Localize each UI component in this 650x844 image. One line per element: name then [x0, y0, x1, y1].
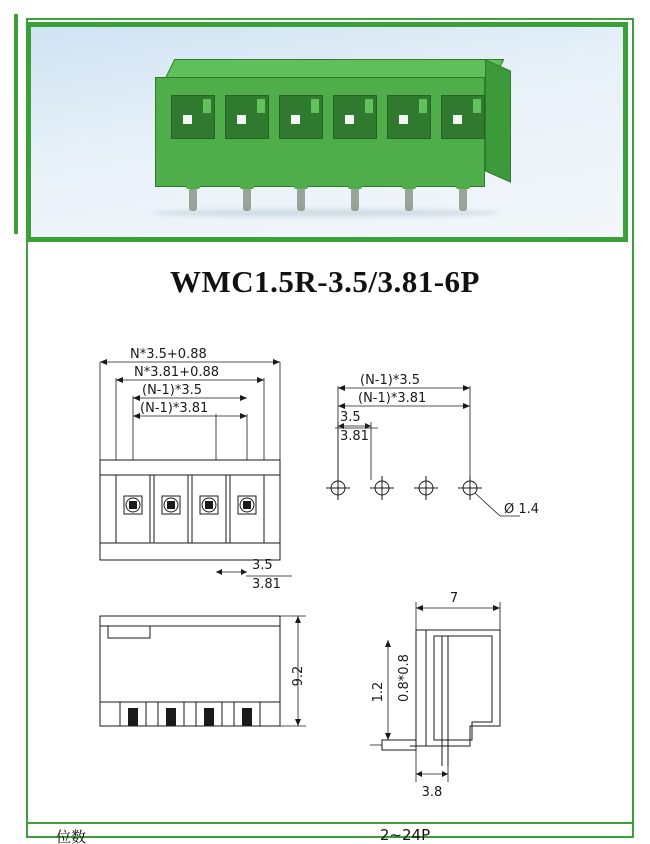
- dim-pin-height: 1.2: [371, 681, 386, 703]
- connector-slot: [279, 95, 323, 139]
- left-green-bar: [14, 14, 18, 234]
- dim-pcb-3: 3.5: [340, 410, 361, 425]
- connector-shadow: [151, 209, 501, 217]
- connector-slot: [333, 95, 377, 139]
- connector-right-face: [485, 59, 511, 183]
- dim-hole-diameter: Ø 1.4: [504, 502, 540, 517]
- product-photo-panel: [26, 22, 628, 242]
- connector-pin: [297, 185, 305, 211]
- connector-pin: [243, 185, 251, 211]
- dim-height-9-2: 9.2: [291, 665, 306, 687]
- spec-value: 2~24P: [379, 826, 431, 844]
- dim-top-1: N*3.5+0.88: [130, 347, 207, 362]
- connector-slot: [387, 95, 431, 139]
- connector-slot: [225, 95, 269, 139]
- dim-top-2: N*3.81+0.88: [134, 365, 220, 380]
- dim-pitch-3-8: 3.8: [421, 785, 443, 800]
- dim-pcb-1: (N-1)*3.5: [360, 373, 421, 388]
- spec-label: 位数: [56, 828, 87, 844]
- connector-slot: [171, 95, 215, 139]
- table-top-divider: [28, 822, 632, 824]
- dim-pitch-3-81: 3.81: [252, 577, 281, 592]
- connector-pin: [405, 185, 413, 211]
- spec-table: [28, 826, 632, 844]
- technical-drawings: [30, 330, 630, 820]
- connector-pin: [189, 185, 197, 211]
- dim-top-4: (N-1)*3.81: [140, 401, 209, 416]
- dim-pcb-2: (N-1)*3.81: [358, 391, 427, 406]
- dim-pin-section: 0.8*0.8: [397, 654, 412, 702]
- connector-pin: [459, 185, 467, 211]
- dim-top-3: (N-1)*3.5: [142, 383, 203, 398]
- connector-slot: [441, 95, 485, 139]
- dim-pcb-4: 3.81: [340, 429, 369, 444]
- product-title: WMC1.5R-3.5/3.81-6P: [170, 264, 480, 299]
- connector-illustration: [141, 59, 521, 209]
- connector-pin: [351, 185, 359, 211]
- table-row: [28, 826, 632, 844]
- dim-width-7: 7: [449, 591, 459, 606]
- dim-pitch-3-5: 3.5: [252, 558, 273, 573]
